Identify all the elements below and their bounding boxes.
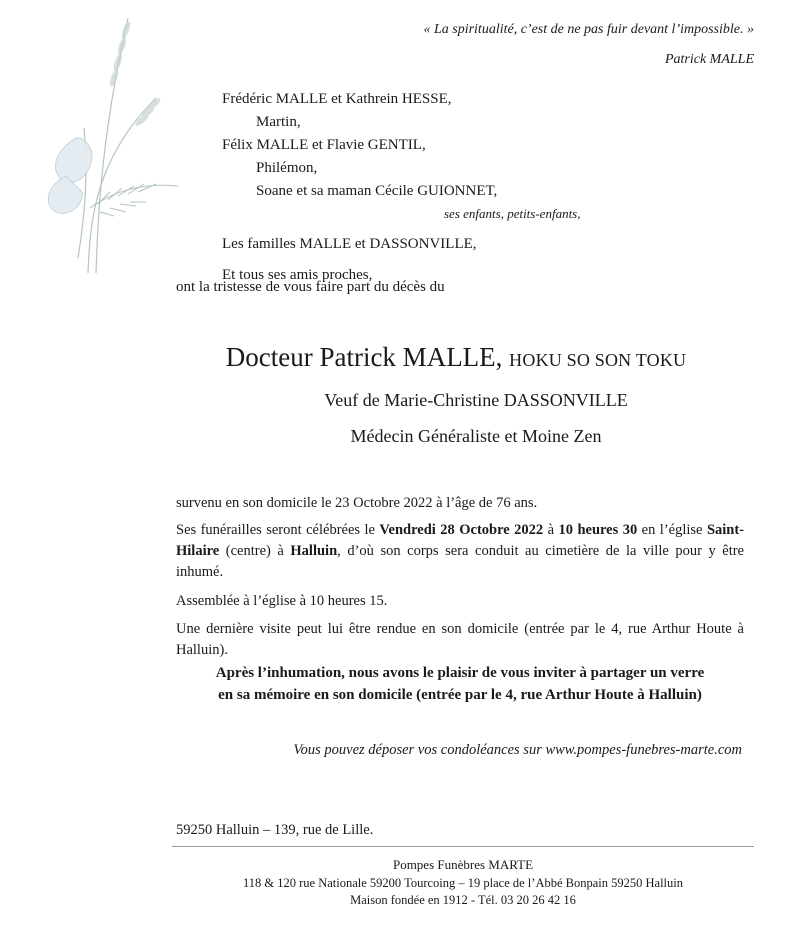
epigraph-author: Patrick MALLE <box>664 52 754 67</box>
reception-line: Après l’inhumation, nous avons le plaisir de vous inviter à partager un verre <box>215 665 705 681</box>
announcement: ont la tristesse de vous faire part du décès du <box>176 279 445 295</box>
funeral-time: 10 heures 30 <box>558 522 638 538</box>
family-line: Frédéric MALLE et Kathrein HESSE, <box>222 91 452 107</box>
calla-lily-wheat-icon <box>18 8 188 278</box>
funeral-home-contact: Maison fondée en 1912 - Tél. 03 20 26 42 16 <box>350 893 576 907</box>
family-line: Philémon, <box>256 160 318 176</box>
deceased-full-name: Docteur Patrick MALLE, <box>225 342 503 372</box>
funeral-date: Vendredi 28 Octobre 2022 <box>379 522 544 538</box>
visit-details: Une dernière visite peut lui être rendue en son domicile (entrée par le 4, rue Arthur Houte à Halluin). <box>176 621 744 658</box>
funeral-home-addresses: 118 & 120 rue Nationale 59200 Tourcoing – 19 place de l’Abbé Bonpain 59250 Halluin <box>242 876 683 890</box>
city-name: Halluin <box>290 543 338 559</box>
widower-line: Veuf de Marie-Christine DASSONVILLE <box>324 390 628 410</box>
family-line: Martin, <box>256 114 301 130</box>
friends-line: Et tous ses amis proches, <box>222 267 373 283</box>
assembly-details: Assemblée à l’église à 10 heures 15. <box>176 593 388 609</box>
extended-families: Les familles MALLE et DASSONVILLE, <box>222 236 477 252</box>
home-address: 59250 Halluin – 139, rue de Lille. <box>176 822 374 838</box>
profession-line: Médecin Généraliste et Moine Zen <box>350 426 602 446</box>
church-name: Saint-Hilaire <box>176 522 745 559</box>
reception-invitation <box>176 662 744 706</box>
family-line: Félix MALLE et Flavie GENTIL, <box>222 137 426 153</box>
dharma-name: HOKU SO SON TOKU <box>509 350 687 370</box>
funeral-home-name: Pompes Funèbres MARTE <box>392 857 534 872</box>
family-list <box>222 88 581 287</box>
reception-line: en sa mémoire en son domicile (entrée par le 4, rue Arthur Houte à Halluin) <box>218 687 702 703</box>
condolences-link[interactable]: Vous pouvez déposer vos condoléances sur www.pompes-funebres-marte.com <box>293 742 742 758</box>
family-line: Soane et sa maman Cécile GUIONNET, <box>256 183 498 199</box>
footer-divider <box>172 846 754 847</box>
epigraph-quote: « La spiritualité, c’est de ne pas fuir devant l’impossible. » <box>423 22 754 37</box>
funeral-details: Ses funérailles seront célébrées le Vendredi 28 Octobre 2022 à 10 heures 30 en l’église Saint-Hilaire (centre) à Halluin, d’où son corps sera conduit au cimetière de la ville pour y être inhumé. <box>176 522 745 580</box>
deceased-name <box>0 342 800 373</box>
death-details: survenu en son domicile le 23 Octobre 2022 à l’âge de 76 ans. <box>176 495 538 511</box>
family-relation: ses enfants, petits-enfants, <box>444 206 581 221</box>
